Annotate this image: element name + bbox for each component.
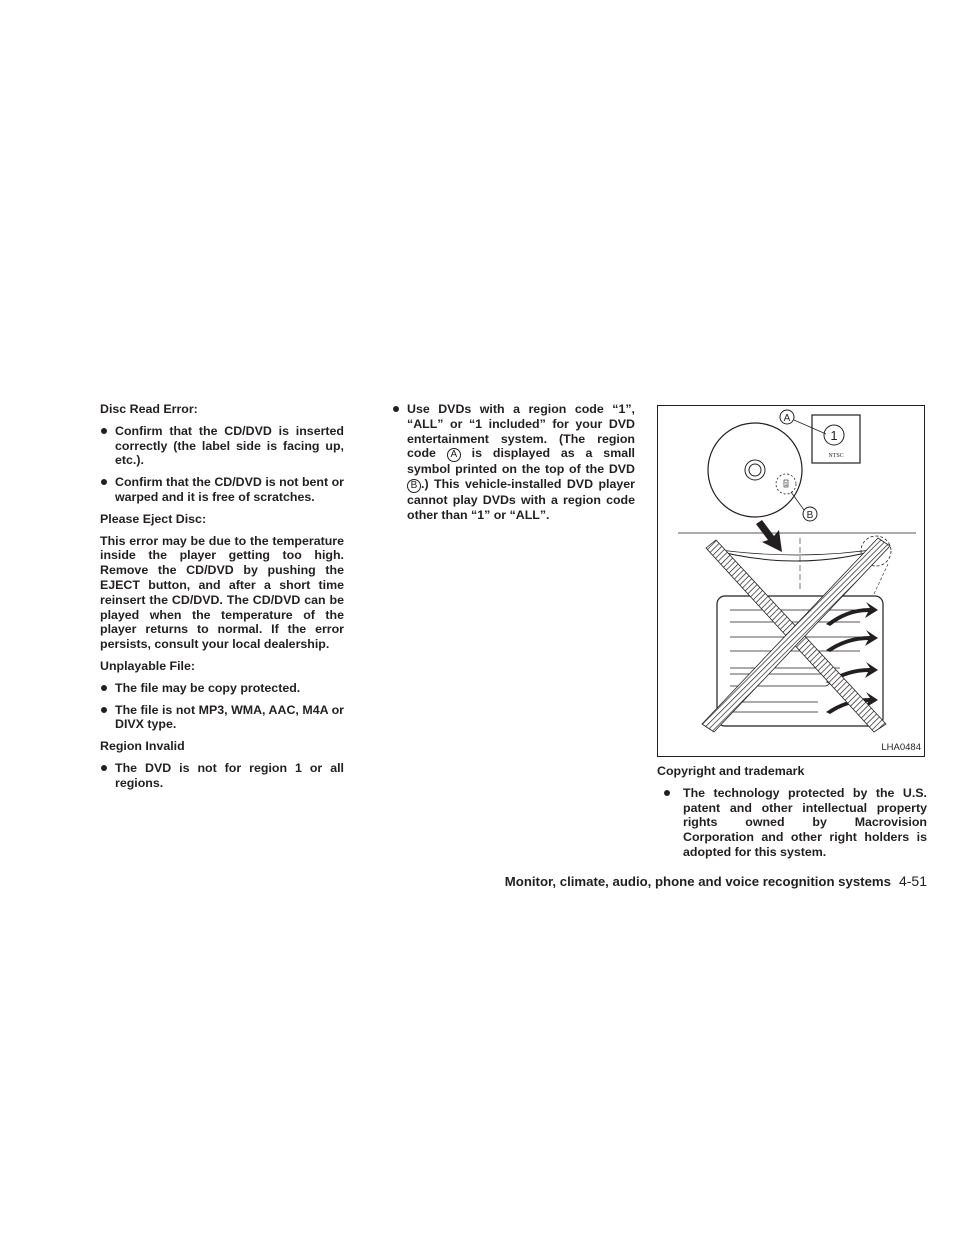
please-eject-heading: Please Eject Disc: [100,511,207,526]
list-item: The technology protected by the U.S. patent and other intellectual property rights owned by Macrovision Corporation and other right holders is adopted for this system. [657,786,927,860]
svg-text:B: B [806,510,814,521]
unplayable-file-heading: Unplayable File: [100,658,196,673]
svg-text:1: 1 [784,482,788,488]
dvd-illustration [658,406,926,758]
region-invalid-heading: Region Invalid [100,739,185,754]
callout-b-marker: B [407,479,421,493]
page-number: 4-51 [898,873,927,889]
svg-text:NTSC: NTSC [828,453,844,459]
disc-read-error-list [100,424,344,505]
region-code-text-3: .) This vehicle-installed DVD player cannot play DVDs with a region code other than “1” or “ALL”. [407,477,635,522]
list-item: Confirm that the CD/DVD is inserted correctly (the label side is facing up, etc.). [100,424,344,468]
region-code-magnified [812,415,860,463]
list-item: The file is not MP3, WMA, AAC, M4A or DIVX type. [100,703,344,733]
dvd-region-figure [657,405,925,757]
unplayable-file-list [100,681,344,732]
region-code-list [392,402,635,523]
list-item: The file may be copy protected. [100,681,344,696]
copyright-heading: Copyright and trademark [657,764,805,778]
right-column [657,764,927,867]
list-item [392,402,635,523]
callout-a [780,410,826,434]
region-code-text-2: is displayed as a small symbol printed on the top of the DVD [407,446,635,477]
svg-text:A: A [783,413,791,424]
callout-b [791,492,817,521]
list-item: The DVD is not for region 1 or all regions. [100,761,344,791]
callout-a-marker: A [447,448,461,462]
disc-read-error-heading: Disc Read Error: [100,402,198,416]
copyright-list [657,786,927,860]
list-item: Confirm that the CD/DVD is not bent or warped and it is free of scratches. [100,475,344,505]
prohibited-x-icon [702,538,890,732]
left-column [100,402,344,798]
section-title: Monitor, climate, audio, phone and voice recognition systems [504,874,891,889]
dvd-disc [708,423,802,517]
region-code-text-1: Use DVDs with a region code “1”, “ALL” or “1 included” for your DVD entertainment system. (The region code [407,402,635,461]
figure-code: LHA0484 [881,742,921,753]
please-eject-paragraph: This error may be due to the temperature inside the player getting too high. Remove the CD/DVD by pushing the EJECT button, and after a short time reinsert the CD/DVD. The CD/DVD can be played when the temperature of the player returns to normal. If the error persists, consult your local dealership. [100,533,344,652]
page-footer [380,873,927,889]
middle-column [392,402,635,530]
insert-arrow-icon [756,520,782,552]
svg-text:1: 1 [830,428,838,443]
region-invalid-list [100,761,344,791]
